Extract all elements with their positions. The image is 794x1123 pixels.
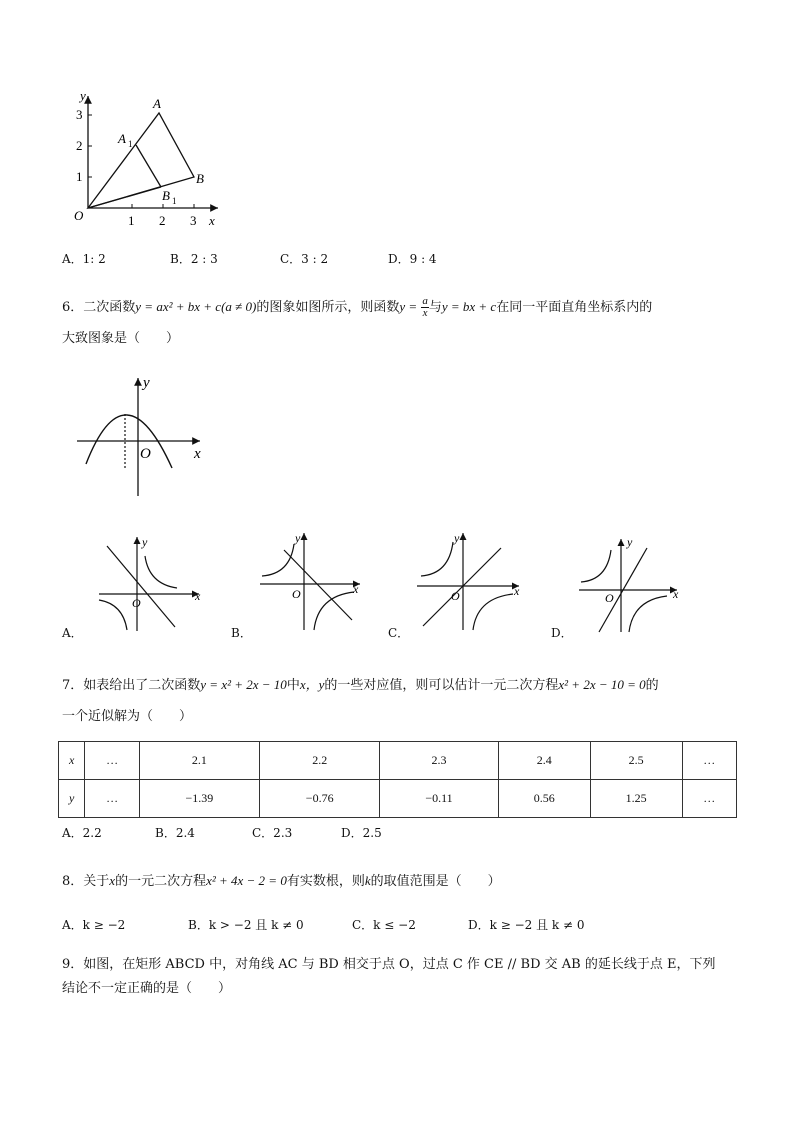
q7-stem-tail: 的 [645,678,659,693]
q6-b-y-label: y [295,531,301,545]
q6-b-hyperbola-q2 [262,544,294,576]
table-cell: −0.76 [260,780,380,818]
table-cell: 2.1 [139,742,259,780]
q6-a-hyperbola-q3 [99,600,127,630]
q6-c-hyperbola-q2 [421,542,453,576]
table-cell: 0.56 [498,780,590,818]
q5-triangle-OAB [88,113,194,208]
q6-a-x-label: x [195,589,201,603]
q6-a-origin: O [132,596,141,610]
q6-stem-line1 [62,296,652,319]
q7-stem-line2: 一个近似解为（ ） [62,709,193,724]
q8-formula: x² + 4x − 2 = 0 [206,873,287,888]
q7-option-d[interactable]: D．2.5 [341,826,382,840]
q6-stem-and: 与 [428,300,442,315]
q5-option-c[interactable]: C．3 : 2 [280,252,329,266]
q6-number: 6．二次函数 [62,300,136,315]
q6-b-x-label: x [353,582,359,596]
q5-option-a[interactable]: A．1: 2 [62,252,106,266]
q7-number: 7．如表给出了二次函数 [62,678,201,693]
q8-stem-mid2: 有实数根，则 [286,874,365,889]
q5-point-A1-sub: 1 [128,139,133,149]
q9-stem-line1: 9．如图，在矩形 ABCD 中，对角线 AC 与 BD 相交于点 O，过点 C 作 CE // BD 交 AB 的延长线于点 E，下列 [62,957,716,972]
table-cell: 2.3 [380,742,498,780]
q6-d-hyperbola-q2 [581,550,611,582]
q6-choice-b-graph[interactable] [258,530,368,634]
table-row [59,742,737,780]
q6-d-x-label: x [673,587,679,601]
q5-option-d[interactable]: D．9 : 4 [388,252,437,266]
q7-vars: x，y [299,677,325,692]
q5-x-tick-3: 3 [190,213,197,228]
q5-y-tick-1: 1 [76,169,83,184]
q6-stem-line2: 大致图象是（ ） [62,331,180,346]
q7-option-a[interactable]: A．2.2 [62,826,102,840]
q7-stem-line1 [62,676,659,695]
q6-option-c[interactable]: C． [388,626,410,640]
q6-fraction-numerator: a [422,295,428,307]
q5-y-tick-2: 2 [76,138,83,153]
q6-b-origin: O [292,587,301,601]
q7-value-table [58,741,737,818]
q6-a-y-label: y [142,535,148,549]
q7-stem-mid2: 的一些对应值，则可以估计一元二次方程 [324,678,559,693]
q5-x-tick-1: 1 [128,213,135,228]
table-cell: … [85,780,139,818]
q6-stem-tail: 在同一平面直角坐标系内的 [496,300,653,315]
table-cell: 2.2 [260,742,380,780]
q5-triangle-figure [60,88,230,228]
q6-formula-linear: y = bx + c [441,299,497,314]
q6-c-hyperbola-q4 [473,594,513,630]
q7-formula-equation: x² + 2x − 10 = 0 [558,677,646,692]
q6-option-b[interactable]: B． [231,626,252,640]
q6-c-origin: O [451,589,460,603]
q8-option-b[interactable]: B．k > −2 且 k ≠ 0 [188,918,304,932]
q6-formula-quadratic: y = ax² + bx + c(a ≠ 0) [135,299,257,314]
q5-point-B1-sub: 1 [172,196,177,206]
q8-stem-mid: 的一元二次方程 [115,874,207,889]
table-cell: … [682,742,736,780]
q6-option-a[interactable]: A． [62,626,83,640]
q5-origin-label: O [74,208,84,223]
q7-formula-quadratic: y = x² + 2x − 10 [200,677,287,692]
q6-main-x-label: x [194,446,201,462]
q6-a-line [107,546,175,627]
q8-option-a[interactable]: A．k ≥ −2 [62,918,126,932]
table-cell: 2.4 [498,742,590,780]
q6-choice-c-graph[interactable] [415,530,527,634]
q6-d-origin: O [605,591,614,605]
q7-option-b[interactable]: B．2.4 [155,826,195,840]
q6-formula-inverse-fraction [421,296,429,319]
q6-b-hyperbola-q4 [314,592,354,630]
q6-main-y-label: y [143,375,150,391]
q7-option-c[interactable]: C．2.3 [252,826,293,840]
q5-point-B1: B [162,188,170,203]
q6-b-line [284,550,352,620]
q5-segment-A1B1 [136,145,161,187]
q6-c-y-label: y [454,531,460,545]
table-cell: x [59,742,85,780]
table-cell: −0.11 [380,780,498,818]
q9-stem-line2: 结论不一定正确的是（ ） [62,981,232,996]
q6-d-y-label: y [627,536,633,549]
q6-choice-a-graph[interactable] [95,534,205,634]
table-cell: … [682,780,736,818]
q6-a-hyperbola-q1 [145,556,177,588]
q5-point-A: A [153,96,161,111]
table-cell: 1.25 [590,780,682,818]
q6-formula-inverse-lhs: y = [399,299,418,314]
q5-point-B: B [196,171,204,186]
q6-main-origin-label: O [140,446,151,462]
table-row [59,780,737,818]
q6-d-hyperbola-q4 [629,596,667,632]
q8-option-c[interactable]: C．k ≤ −2 [352,918,416,932]
q5-y-tick-3: 3 [76,107,83,122]
q5-x-label: x [209,213,215,228]
q7-stem-mid: 中 [286,678,300,693]
q6-option-d[interactable]: D． [551,626,573,640]
q6-parabola-figure [72,372,212,500]
table-cell: … [85,742,139,780]
q8-stem-tail: 的取值范围是（ ） [370,874,501,889]
q5-option-b[interactable]: B．2 : 3 [170,252,218,266]
q5-point-A1: A [118,131,126,146]
table-cell: y [59,780,85,818]
q8-number: 8．关于 [62,874,110,889]
q6-c-x-label: x [514,584,520,598]
q8-var-x: x [109,873,116,888]
q8-var-k: k [364,873,371,888]
q6-stem-text: 的图象如图所示，则函数 [256,300,400,315]
q8-stem [62,872,501,891]
q5-y-label: y [80,88,86,103]
q6-c-line [423,548,501,626]
q6-fraction-denominator: x [422,307,428,319]
table-cell: 2.5 [590,742,682,780]
q8-option-d[interactable]: D．k ≥ −2 且 k ≠ 0 [468,918,585,932]
table-cell: −1.39 [139,780,259,818]
q6-choice-d-graph[interactable] [577,536,685,636]
q5-x-tick-2: 2 [159,213,166,228]
